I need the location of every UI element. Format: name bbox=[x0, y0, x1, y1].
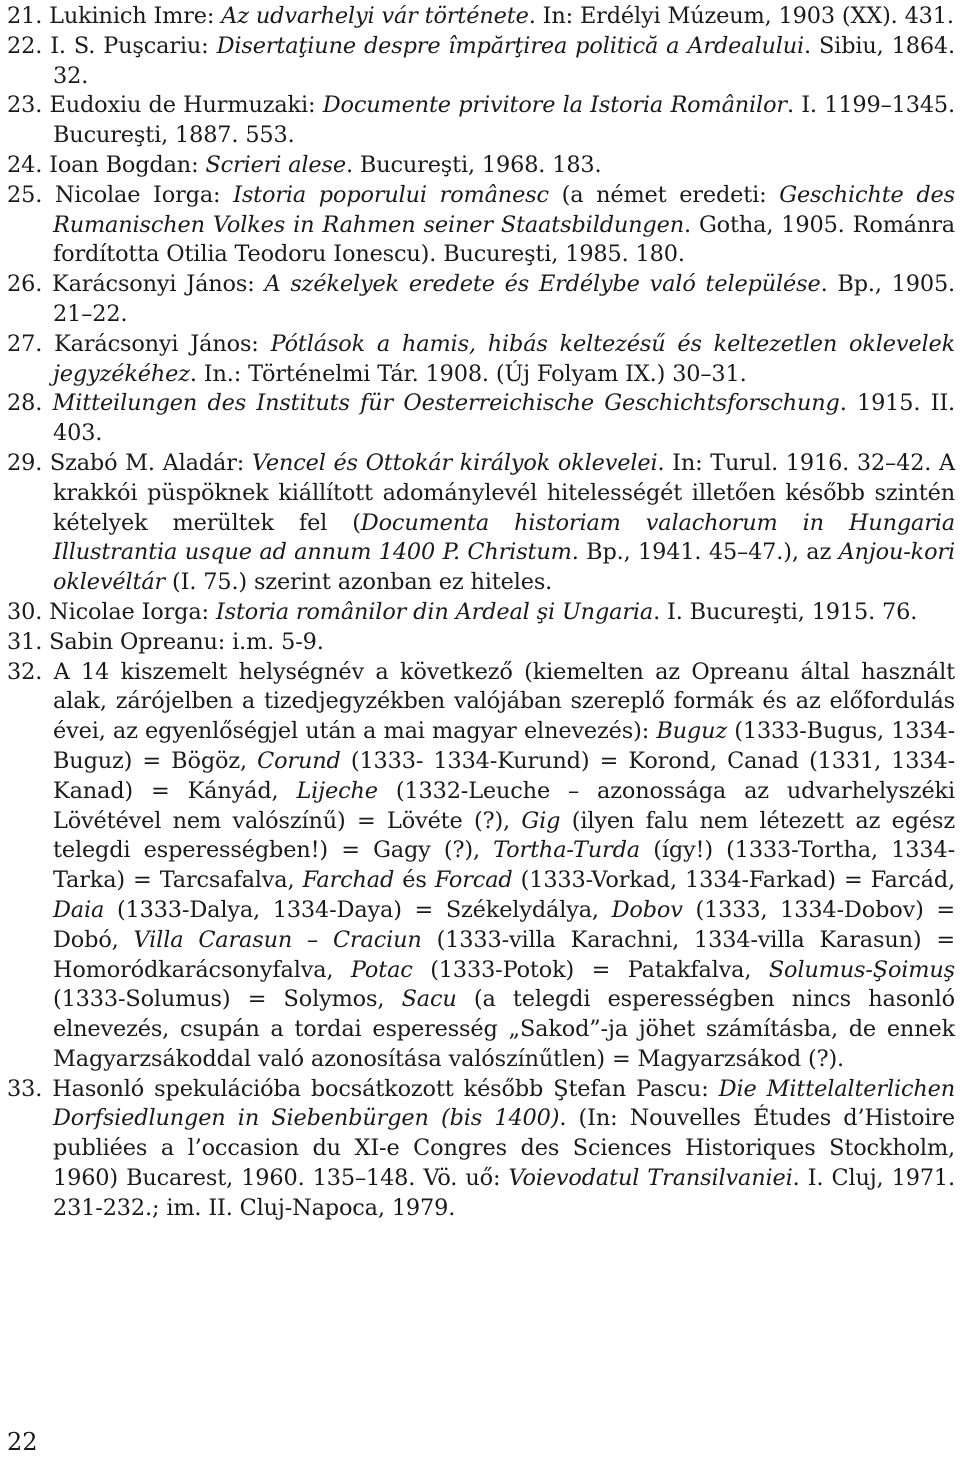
footnote-italic-text: Istoria poporului românesc bbox=[233, 181, 549, 208]
footnote-text: . In.: Történelmi Tár. 1908. (Új Folyam IX.) 30–31. bbox=[189, 360, 747, 387]
footnote-text: Karácsonyi János: bbox=[54, 330, 271, 357]
footnote-text: . I. 1199–1345. Bucureşti, 1887. 553. bbox=[53, 92, 955, 149]
footnote-number: 33. bbox=[7, 1075, 43, 1102]
footnote-italic-text: Lijeche bbox=[296, 777, 378, 804]
footnote-text: A 14 kiszemelt helységnév a következő (kiemelten az Opreanu által használt alak, zárójelben a tizedjegyzékben valójában szereplő formák és az előfordulás évei, az egyenlőségjel után a mai magyar elnevezés): bbox=[53, 658, 956, 745]
footnote-text: . In: Erdélyi Múzeum, 1903 (XX). 431. bbox=[528, 3, 954, 29]
footnote-number: 22. bbox=[7, 32, 43, 59]
footnote-text: (a német eredeti: bbox=[548, 181, 780, 208]
footnote-text: Nicolae Iorga: bbox=[54, 181, 234, 208]
footnote-text: (1332-Leuche – azonossága az udvarhelyszéki Lövétével nem valószínű) = Lövéte (?), bbox=[53, 777, 955, 834]
footnote-italic-text: Anjou-kori oklevéltár bbox=[53, 539, 955, 596]
footnote bbox=[7, 32, 955, 92]
footnote-text: (így!) (1333-Tortha, 1334-Tarka) = Tarcsafalva, bbox=[53, 837, 955, 894]
footnote-italic-text: Vencel és Ottokár királyok oklevelei bbox=[251, 449, 658, 476]
footnote-italic-text: Mitteilungen des Instituts für Oesterreichische Geschichtsforschung bbox=[52, 390, 840, 417]
footnote-text: (a telegdi esperességben nincs hasonló elnevezés, csupán a tordai esperesség „Sakod”-ja jöhet számításba, de ennek Magyarzsákoddal való azonosítása valószínűtlen) = Magyarzsákod (?). bbox=[53, 986, 955, 1072]
footnote-number: 31. bbox=[7, 628, 43, 655]
footnote-text: (1333-Solumus) = Solymos, bbox=[53, 986, 402, 1013]
footnote-italic-text: Istoria românilor din Ardeal şi Ungaria bbox=[215, 598, 654, 625]
footnote-number: 29. bbox=[7, 449, 43, 476]
footnote-italic-text: Buguz bbox=[656, 718, 728, 745]
footnote-number: 26. bbox=[7, 271, 43, 298]
footnote-italic-text: Az udvarhelyi vár története bbox=[221, 3, 529, 29]
footnote-text: (1333-Bugus, 1334-Buguz) = Bögöz, bbox=[53, 718, 956, 774]
footnote-italic-text: Geschichte des Rumanischen Volkes in Rahmen seiner Staatsbildungen bbox=[53, 181, 955, 238]
footnote bbox=[7, 270, 955, 330]
footnote bbox=[7, 330, 955, 390]
footnote bbox=[7, 181, 955, 270]
footnote-text: (1333-villa Karachni, 1334-villa Karasun) = Homoródkarácsonyfalva, bbox=[53, 926, 955, 983]
footnote-text: (1333- 1334-Kurund) = Korond, Canad (1331, 1334-Kanad) = Kányád, bbox=[53, 747, 955, 804]
footnote-italic-text: Documente privitore la Istoria Românilor bbox=[322, 92, 787, 119]
footnote bbox=[7, 449, 955, 598]
footnote-italic-text: Corund bbox=[257, 747, 341, 774]
footnote bbox=[7, 389, 955, 449]
footnote-number: 28. bbox=[7, 390, 43, 417]
footnote-text: (I. 75.) szerint azonban ez hiteles. bbox=[165, 569, 553, 596]
footnote-number: 23. bbox=[7, 92, 43, 119]
footnote-text: Eudoxiu de Hurmuzaki: bbox=[49, 92, 323, 119]
footnote-number: 21. bbox=[7, 3, 43, 29]
footnote-text: . Gotha, 1905. Románra fordította Otilia Teodoru Ionescu). Bucureşti, 1985. 180. bbox=[53, 211, 955, 268]
footnote bbox=[7, 1075, 955, 1224]
footnote bbox=[7, 628, 955, 658]
footnote-italic-text: Farchad bbox=[302, 867, 395, 894]
footnote-number: 25. bbox=[7, 181, 43, 208]
footnote-italic-text: Dobov bbox=[611, 896, 683, 923]
footnote-text: Hasonló spekulációba bocsátkozott később Ştefan Pascu: bbox=[52, 1075, 719, 1102]
footnote-italic-text: A székelyek eredete és Erdélybe való települése bbox=[264, 271, 821, 298]
footnote-text: Karácsonyi János: bbox=[52, 271, 265, 298]
footnote bbox=[7, 598, 955, 628]
footnote-text: (1333-Potok) = Patakfalva, bbox=[412, 956, 769, 983]
footnote-italic-text: Die Mittelalterlichen Dorfsiedlungen in Siebenbürgen (bis 1400) bbox=[53, 1075, 955, 1132]
footnote-number: 32. bbox=[7, 658, 43, 685]
footnote-italic-text: Documenta historiam valachorum in Hungaria Illustrantia usque ad annum 1400 P. Christum bbox=[53, 509, 955, 566]
footnote bbox=[7, 91, 955, 151]
footnote-italic-text: Potac bbox=[350, 956, 413, 983]
footnote-italic-text: Solumus-Şoimuş bbox=[768, 956, 955, 983]
footnote-text: . In: Turul. 1916. 32–42. A krakkói püspöknek kiállított adománylevél hitelességét illetően később szintén kételyek merültek fel ( bbox=[53, 449, 955, 536]
footnotes-list bbox=[7, 2, 955, 1224]
footnote-italic-text: Pótlások a hamis, hibás keltezésű és keltezetlen oklevelek jegyzékéhez bbox=[53, 330, 956, 387]
footnote-text: Lukinich Imre: bbox=[49, 3, 222, 29]
footnote-text: . Sibiu, 1864. 32. bbox=[53, 32, 955, 89]
footnote-text: és bbox=[394, 867, 435, 894]
footnote-italic-text: Disertaţiune despre împărţirea politică a Ardealului bbox=[216, 32, 805, 59]
footnote-italic-text: Voievodatul Transilvaniei bbox=[508, 1165, 793, 1192]
footnote-italic-text: Gig bbox=[521, 807, 561, 834]
footnote-text: Szabó M. Aladár: bbox=[49, 449, 252, 476]
footnote-number: 24. bbox=[7, 151, 43, 178]
footnote-number: 27. bbox=[7, 330, 43, 357]
footnote-text: . Bucureşti, 1968. 183. bbox=[345, 151, 602, 178]
footnote bbox=[7, 2, 955, 32]
footnote-text: (1333-Dalya, 1334-Daya) = Székelydálya, bbox=[104, 896, 612, 923]
footnote-text: . Bp., 1905. 21–22. bbox=[53, 271, 956, 327]
footnote-text: . Bp., 1941. 45–47.), az bbox=[571, 539, 839, 566]
footnote bbox=[7, 151, 955, 181]
footnote-italic-text: Forcad bbox=[434, 867, 513, 894]
footnote bbox=[7, 658, 955, 1075]
footnote-text: . I. Bucureşti, 1915. 76. bbox=[653, 598, 918, 625]
footnote-text: (ilyen falu nem létezett az egész telegdi esperességben!) = Gagy (?), bbox=[53, 807, 955, 864]
footnote-italic-text: Daia bbox=[53, 896, 105, 923]
footnote-text: (1333, 1334-Dobov) = Dobó, bbox=[53, 896, 955, 953]
footnote-text: (1333-Vorkad, 1334-Farkad) = Farcád, bbox=[512, 867, 955, 894]
footnote-text: I. S. Puşcariu: bbox=[50, 32, 217, 59]
footnote-italic-text: Sacu bbox=[401, 986, 457, 1013]
footnote-text: . I. Cluj, 1971. 231-232.; im. II. Cluj-Napoca, 1979. bbox=[53, 1165, 955, 1221]
footnote-text: Nicolae Iorga: bbox=[49, 598, 216, 625]
footnote-text: . 1915. II. 403. bbox=[53, 390, 955, 447]
footnote-italic-text: Tortha-Turda bbox=[493, 837, 640, 864]
footnote-number: 30. bbox=[7, 598, 43, 625]
footnote-text: . (In: Nouvelles Études d’Histoire publiées a l’occasion du XI-e Congres des Sciences Historiques Stockholm, 1960) Bucarest, 1960. 135–148. Vö. uő: bbox=[53, 1105, 955, 1192]
page-number: 22 bbox=[7, 1428, 38, 1456]
footnote-italic-text: Scrieri alese bbox=[205, 151, 346, 178]
footnote-text: Sabin Opreanu: i.m. 5-9. bbox=[49, 628, 324, 655]
footnote-text: Ioan Bogdan: bbox=[49, 151, 206, 178]
footnote-italic-text: Villa Carasun – Craciun bbox=[133, 926, 422, 953]
